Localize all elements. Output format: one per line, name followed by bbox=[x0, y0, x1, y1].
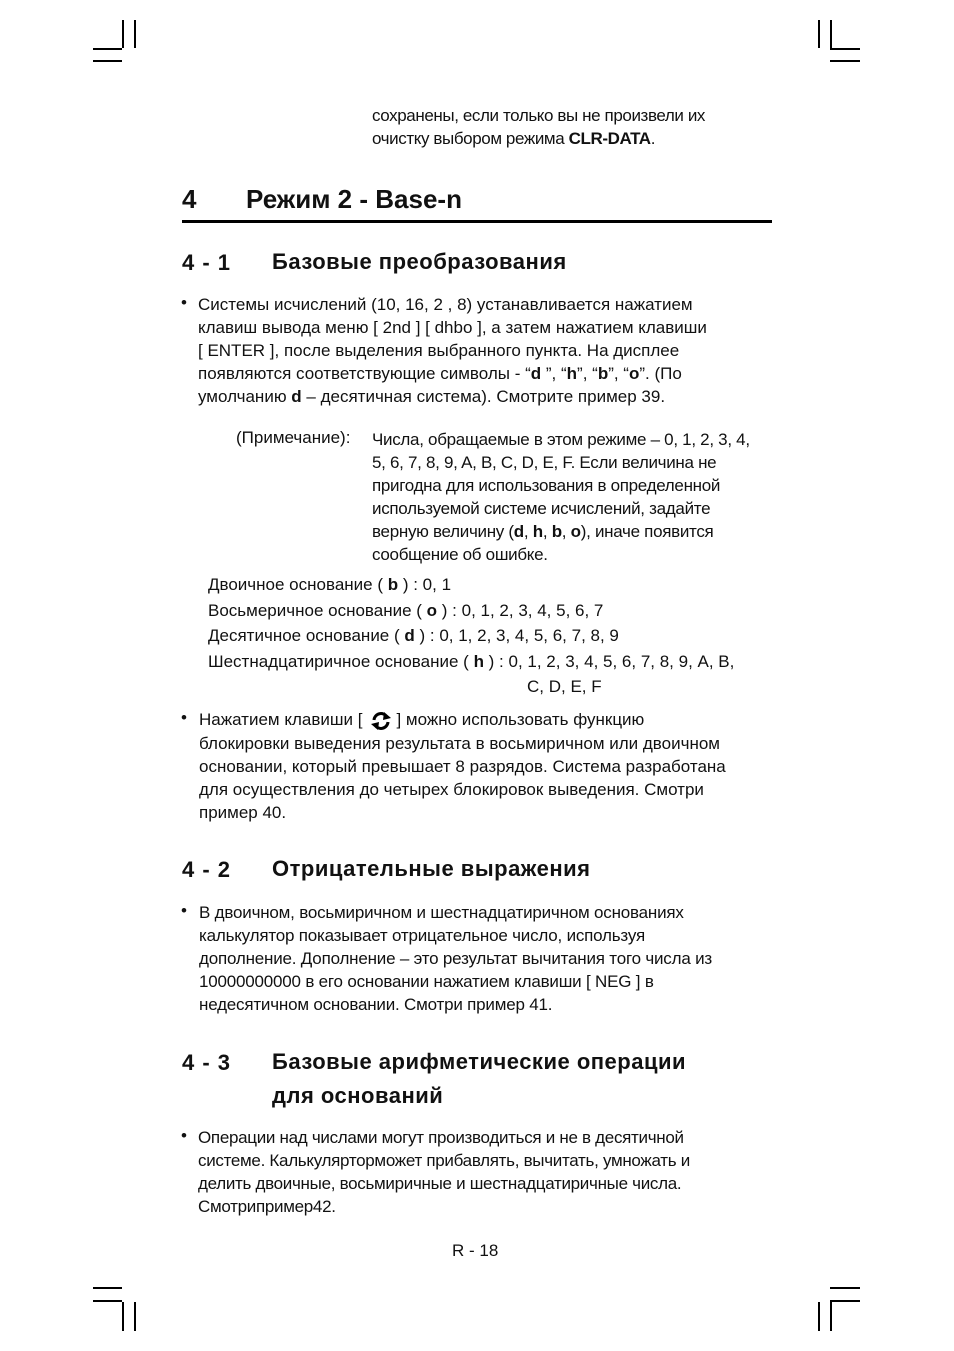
text-line: делить двоичные, восьмиричные и шестнадцатиричные числа. bbox=[198, 1174, 682, 1193]
bullet: • bbox=[181, 708, 187, 727]
text-line: блокировки выведения результата в восьмиричном или двоичном bbox=[199, 733, 720, 753]
text-line: используемой системе исчислений, задайте bbox=[372, 499, 711, 518]
text-line: пример 40. bbox=[199, 802, 287, 822]
text: , bbox=[561, 522, 571, 541]
paragraph-negative bbox=[199, 901, 712, 1016]
text-line bbox=[372, 520, 750, 543]
note-label: (Примечание): bbox=[236, 428, 351, 447]
text-line: Системы исчислений (10, 16, 2 , 8) устанавливается нажатием bbox=[198, 295, 693, 314]
text: ”, “ bbox=[541, 364, 567, 383]
chapter-heading bbox=[182, 184, 772, 223]
text-line: для осуществления до четырех блокировок выведения. Смотри bbox=[199, 779, 704, 799]
section-title-line: Базовые арифметические операции bbox=[272, 1049, 687, 1074]
text-line: Операции над числами могут производиться и не в десятичной bbox=[198, 1128, 684, 1147]
note-body bbox=[372, 428, 750, 566]
section-title-4-2: Отрицательные выражения bbox=[272, 856, 591, 881]
bullet: • bbox=[181, 293, 187, 312]
crop-mark bbox=[134, 1302, 136, 1331]
symbol-d: d bbox=[530, 364, 542, 383]
intro-text: очистку выбором режима bbox=[372, 129, 569, 148]
section-title-line: для оснований bbox=[272, 1083, 444, 1108]
text-line: 5, 6, 7, 8, 9, A, B, C, D, E, F. Если величина не bbox=[372, 453, 717, 472]
text-line bbox=[198, 362, 707, 385]
intro-line-1: сохранены, если только вы не произвели их bbox=[372, 106, 706, 125]
symbol-o: o bbox=[570, 522, 581, 541]
text: Двоичное основание ( bbox=[208, 575, 388, 594]
crop-mark bbox=[830, 20, 832, 48]
text: ) : 0, 1, 2, 3, 4, 5, 6, 7 bbox=[437, 600, 604, 620]
section-number-4-1: 4 - 1 bbox=[182, 250, 232, 275]
intro-line-2 bbox=[372, 127, 655, 150]
symbol-b: b bbox=[387, 575, 399, 594]
crop-mark bbox=[830, 60, 860, 62]
text: верную величину ( bbox=[372, 522, 514, 541]
text: появляются соответствующие символы - “ bbox=[198, 364, 531, 383]
text-line: основании, который превышает 8 разрядов. Система разработана bbox=[199, 756, 726, 776]
crop-mark bbox=[122, 1302, 124, 1331]
bullet: • bbox=[181, 1126, 187, 1145]
text-line: дополнение. Дополнение – это результат вычитания того числа из bbox=[199, 949, 712, 968]
crop-mark bbox=[122, 20, 124, 48]
crop-mark bbox=[830, 48, 860, 50]
base-octal bbox=[208, 598, 734, 624]
text: ] можно использовать функцию bbox=[396, 710, 645, 729]
text: Восьмеричное основание ( bbox=[208, 600, 427, 620]
crop-mark bbox=[818, 1302, 820, 1331]
bases-list bbox=[208, 572, 734, 700]
text: Шестнадцатиричное основание ( bbox=[208, 651, 474, 671]
rotate-arrows-key-icon bbox=[370, 710, 392, 732]
section-number-4-2: 4 - 2 bbox=[182, 857, 232, 882]
bullet: • bbox=[181, 901, 187, 920]
text: ”. (По bbox=[639, 364, 682, 383]
text: ) : 0, 1 bbox=[398, 575, 452, 594]
text: Нажатием клавиши [ bbox=[199, 710, 363, 729]
symbol-h: h bbox=[566, 364, 578, 383]
symbol-o: o bbox=[426, 600, 438, 620]
text-line bbox=[198, 385, 707, 408]
crop-mark bbox=[134, 20, 136, 48]
chapter-number: 4 bbox=[182, 184, 197, 214]
clr-data-mode: CLR-DATA bbox=[568, 129, 651, 148]
symbol-b: b bbox=[551, 522, 562, 541]
text: умолчанию bbox=[198, 387, 292, 406]
text-line bbox=[199, 708, 726, 732]
symbol-d: d bbox=[404, 626, 415, 645]
text: ”, “ bbox=[577, 364, 598, 383]
chapter-title: Режим 2 - Base-n bbox=[246, 184, 462, 214]
page-number: R - 18 bbox=[452, 1241, 499, 1260]
symbol-d: d bbox=[513, 522, 524, 541]
paragraph-lock-function bbox=[199, 708, 726, 824]
crop-mark bbox=[818, 20, 820, 48]
text: , bbox=[542, 522, 552, 541]
symbol-d: d bbox=[291, 387, 302, 406]
intro-period: . bbox=[650, 129, 656, 148]
text-line: калькулятор показывает отрицательное число, используя bbox=[199, 926, 645, 945]
base-hex bbox=[208, 649, 734, 675]
crop-mark bbox=[93, 60, 122, 62]
text-line: системе. Калькулярторможет прибавлять, вычитать, умножать и bbox=[198, 1151, 690, 1170]
text-line: пригодна для использования в определенной bbox=[372, 476, 721, 495]
crop-mark bbox=[93, 1300, 122, 1302]
symbol-h: h bbox=[532, 522, 543, 541]
section-title-4-1: Базовые преобразования bbox=[272, 249, 567, 274]
text-line: недесятичном основании. Смотри пример 41. bbox=[199, 995, 553, 1014]
text: ) : 0, 1, 2, 3, 4, 5, 6, 7, 8, 9 bbox=[414, 626, 619, 645]
crop-mark bbox=[830, 1302, 832, 1331]
text: , bbox=[523, 522, 533, 541]
text: ), иначе появится bbox=[580, 522, 714, 541]
paragraph-arithmetic bbox=[198, 1126, 690, 1218]
paragraph-number-systems bbox=[198, 293, 707, 408]
text: ) : 0, 1, 2, 3, 4, 5, 6, 7, 8, 9, A, B, bbox=[483, 651, 735, 671]
text-line: клавиш вывода меню [ 2nd ] [ dhbo ], а затем нажатием клавиши bbox=[198, 318, 707, 337]
text: – десятичная система). Смотрите пример 39. bbox=[301, 387, 666, 406]
base-binary bbox=[208, 572, 734, 598]
text: ”, “ bbox=[608, 364, 629, 383]
section-number-4-3: 4 - 3 bbox=[182, 1050, 232, 1075]
text: Десятичное основание ( bbox=[208, 626, 405, 645]
text-line: сообщение об ошибке. bbox=[372, 545, 548, 564]
crop-mark bbox=[830, 1287, 860, 1289]
crop-mark bbox=[93, 1287, 122, 1289]
symbol-b: b bbox=[597, 364, 609, 383]
base-decimal bbox=[208, 623, 734, 649]
base-hex-continued: C, D, E, F bbox=[527, 677, 602, 696]
crop-mark bbox=[93, 48, 122, 50]
symbol-h: h bbox=[473, 651, 484, 671]
text-line: Смотрипример42. bbox=[198, 1197, 336, 1216]
text-line: Числа, обращаемые в этом режиме – 0, 1, 2, 3, 4, bbox=[372, 430, 750, 449]
symbol-o: o bbox=[628, 364, 640, 383]
crop-mark bbox=[830, 1300, 860, 1302]
section-title-4-3 bbox=[272, 1045, 686, 1113]
text-line: 10000000000 в его основании нажатием клавиши [ NEG ] в bbox=[199, 972, 654, 991]
text-line: [ ENTER ], после выделения выбранного пункта. На дисплее bbox=[198, 341, 680, 360]
text-line: В двоичном, восьмиричном и шестнадцатиричном основаниях bbox=[199, 903, 684, 922]
